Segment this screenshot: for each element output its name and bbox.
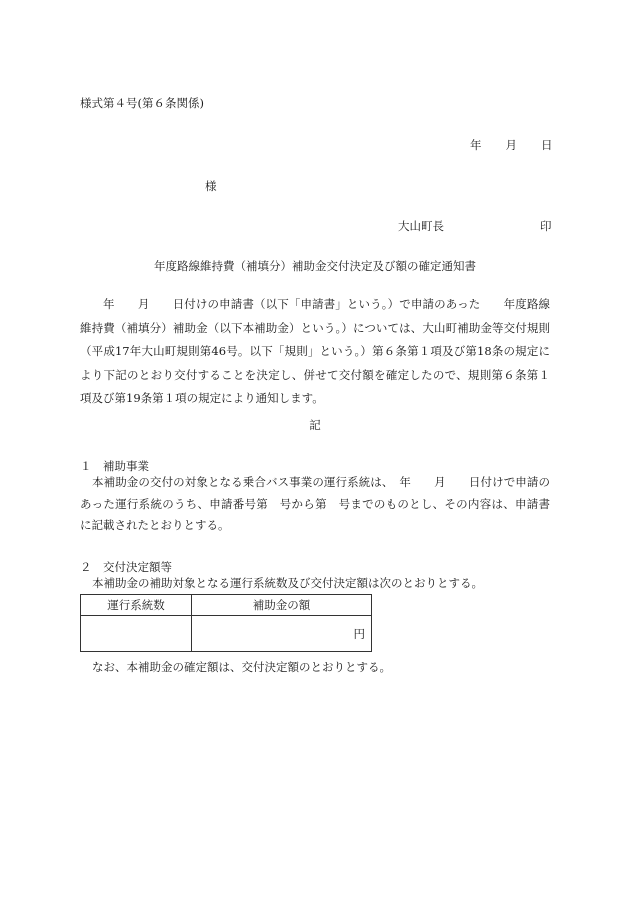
seal-mark: 印 xyxy=(540,219,552,233)
date-line xyxy=(470,137,553,153)
document-title: 年度路線維持費（補填分）補助金交付決定及び額の確定通知書 xyxy=(154,259,476,273)
date-year-label: 年 xyxy=(470,138,482,152)
amount-table xyxy=(80,594,372,652)
subsidy-amount-header: 補助金の額 xyxy=(192,595,372,616)
form-number: 様式第４号(第６条関係) xyxy=(80,96,204,110)
route-count-header: 運行系統数 xyxy=(81,595,192,616)
body-paragraph: 年 月 日付けの申請書（以下「申請書」という。）で申請のあった 年度路線維持費（補填分）補助金（以下本補助金）という。）については、大山町補助金等交付規則（平成17年大山町規則第46号。以下「規則」という。）第６条第１項及び第18条の規定により下記のとおり交付することを決定し、併せて交付額を確定したので、規則第６条第１項及び第19条第１項の規定により通知します。 xyxy=(80,297,550,405)
subsidy-amount-cell: 円 xyxy=(192,616,372,652)
table-header-row xyxy=(81,595,372,616)
record-heading: 記 xyxy=(309,418,321,432)
date-day-label: 日 xyxy=(541,138,553,152)
issuer-name: 大山町長 xyxy=(398,219,444,233)
section2-heading: ２ 交付決定額等 xyxy=(80,560,172,574)
route-count-cell xyxy=(81,616,192,652)
table-row xyxy=(81,616,372,652)
date-month-label: 月 xyxy=(505,138,517,152)
closing-note: なお、本補助金の確定額は、交付決定額のとおりとする。 xyxy=(92,660,391,674)
section2-intro: 本補助金の補助対象となる運行系統数及び交付決定額は次のとおりとする。 xyxy=(92,576,483,590)
section1-text: 本補助金の交付の対象となる乗合バス事業の運行系統は、 年 月 日付けで申請のあった運行系統のうち、申請番号第 号から第 号までのものとし、その内容は、申請書に記載されたとおりとする。 xyxy=(80,475,550,532)
addressee-suffix: 様 xyxy=(205,179,217,193)
section1-heading: １ 補助事業 xyxy=(80,459,149,473)
